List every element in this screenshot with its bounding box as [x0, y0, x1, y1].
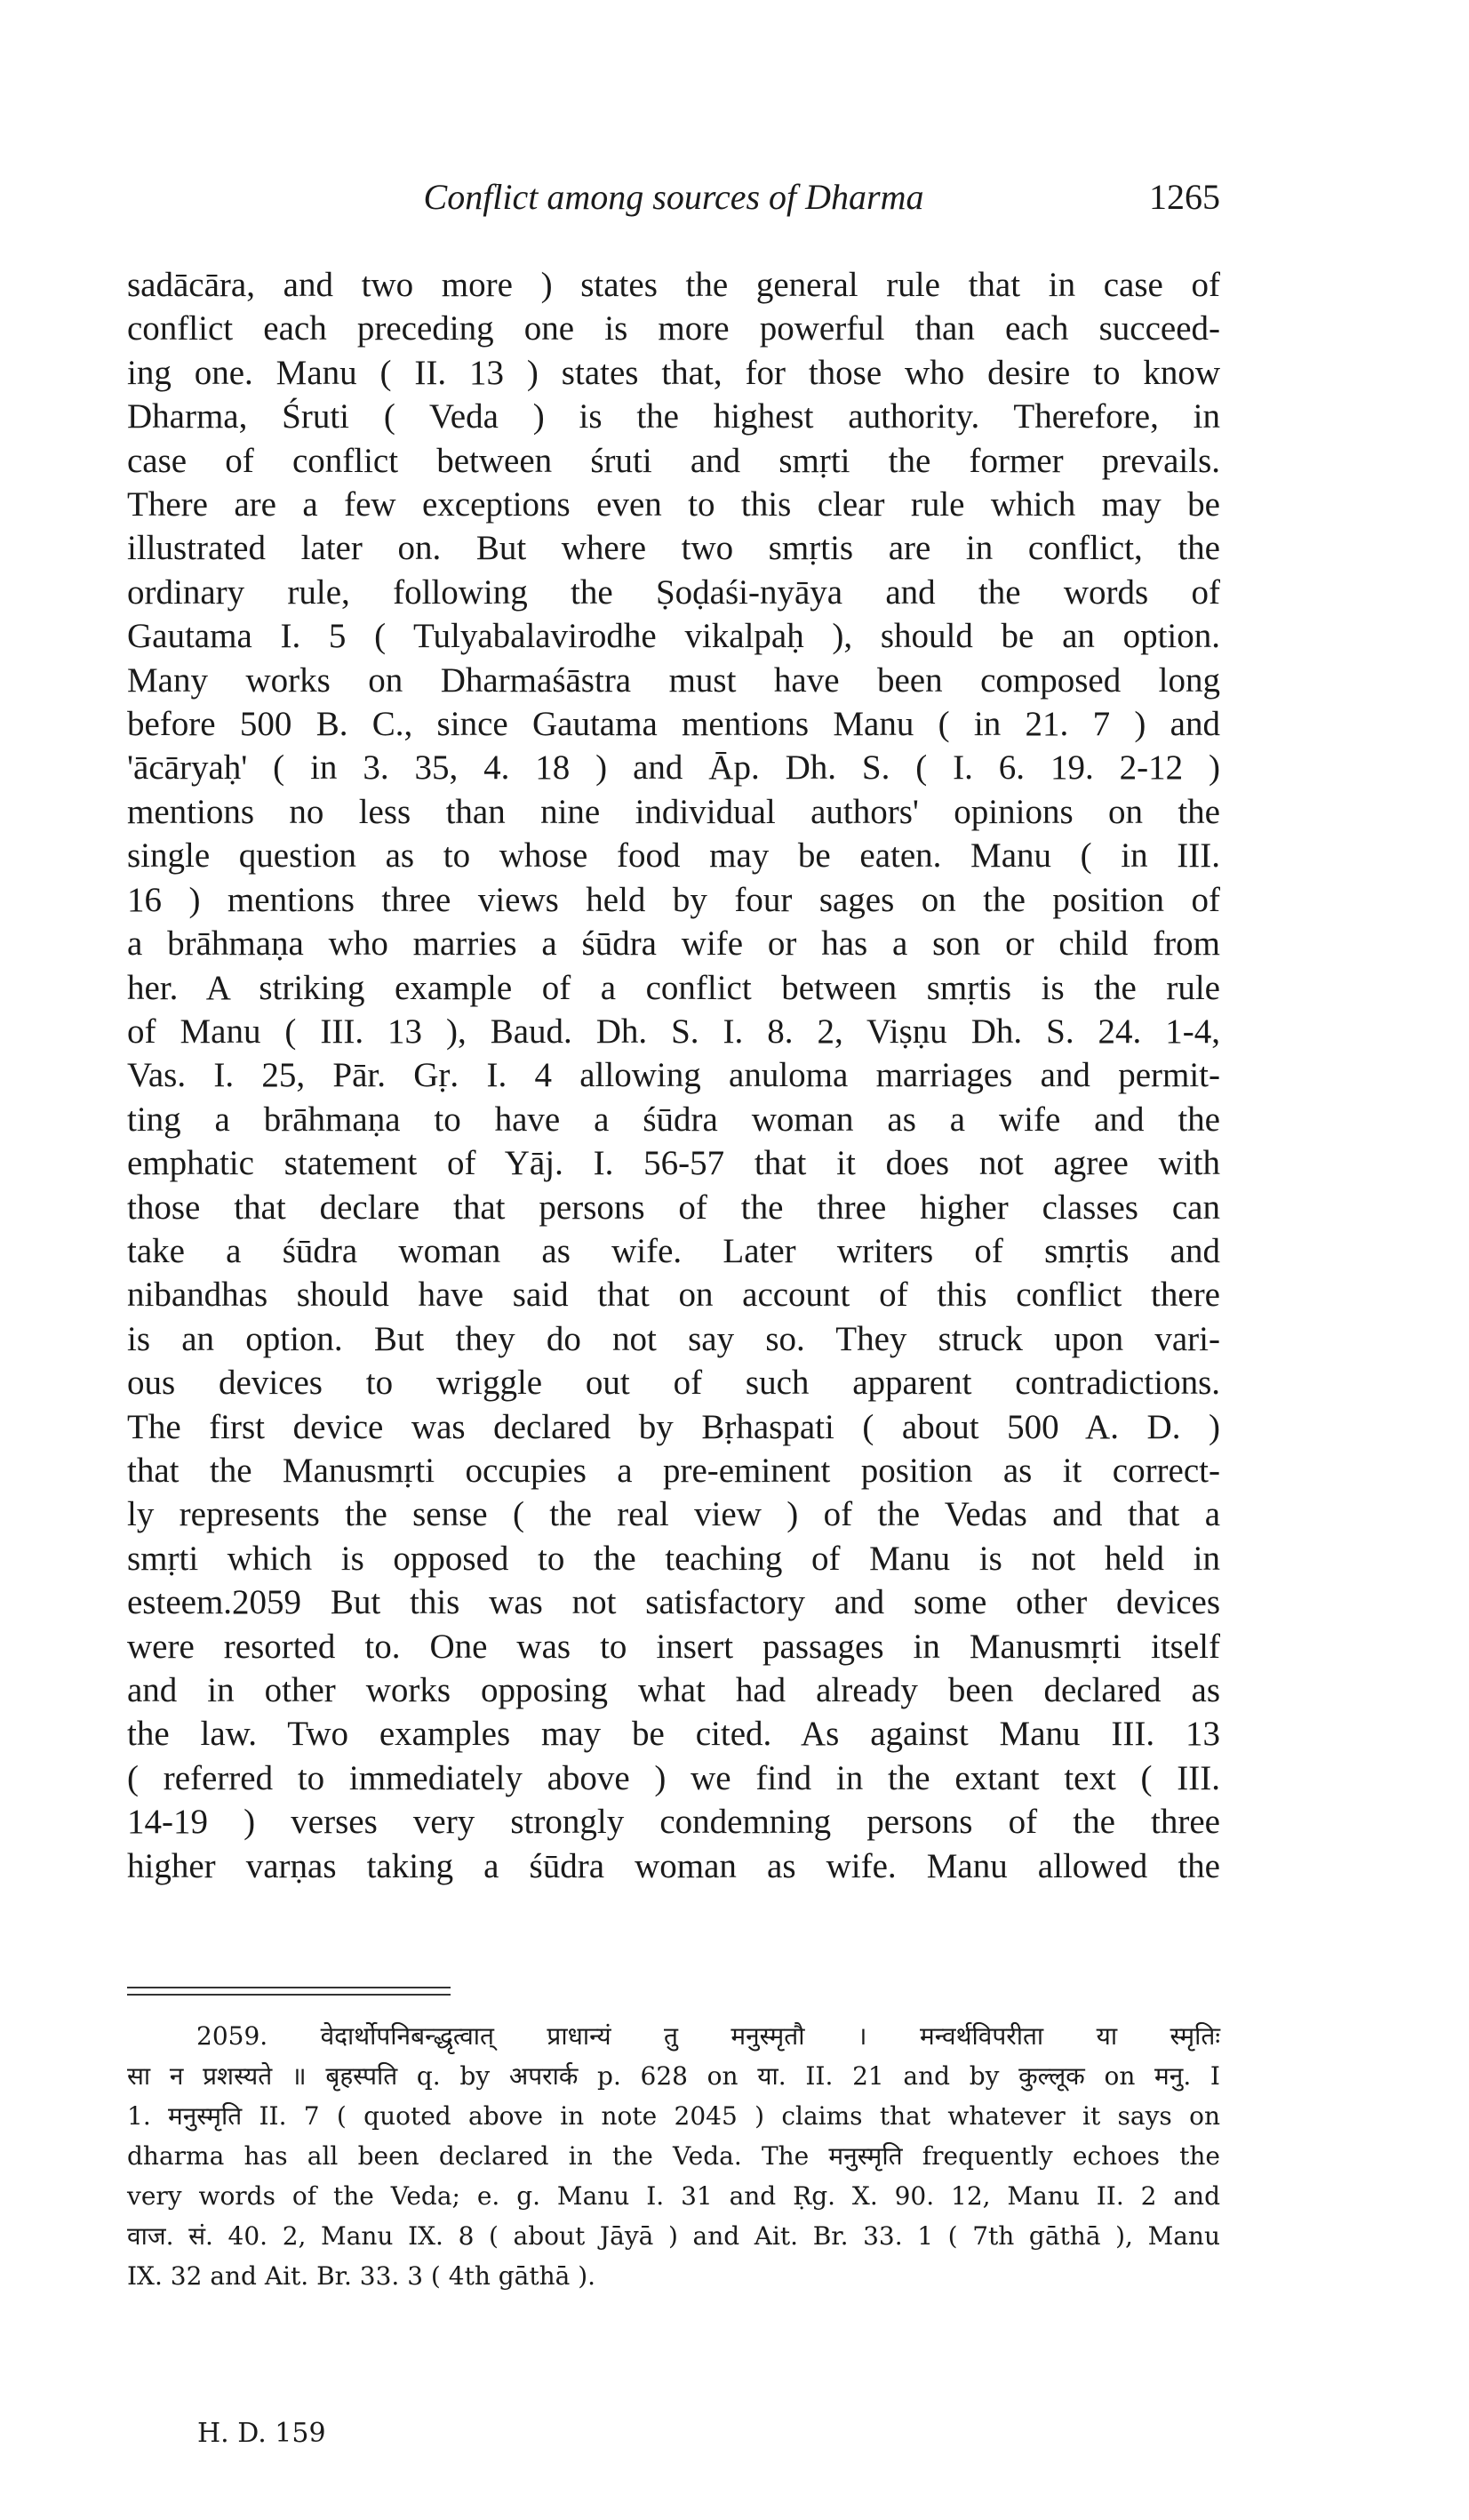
footnote-line: 2059. वेदार्थोपनिबन्द्धृत्वात् प्राधान्यं तु मनुस्मृतौ । मन्वर्थविपरीता या स्मृतिः: [196, 2021, 1220, 2051]
body-line: 14-19 ) verses very strongly condemning persons of the three: [127, 1803, 1220, 1842]
body-line: 'ācāryaḥ' ( in 3. 35, 4. 18 ) and Āp. Dh. S. ( I. 6. 19. 2-12 ): [127, 748, 1220, 788]
footnote-line: वाज. सं. 40. 2, Manu IX. 8 ( about Jāyā ) and Ait. Br. 33. 1 ( 7th gāthā ), Manu: [127, 2221, 1220, 2251]
footnote-line: 1. मनुस्मृति II. 7 ( quoted above in note 2045 ) claims that whatever it says on: [127, 2101, 1220, 2131]
body-line: single question as to whose food may be eaten. Manu ( in III.: [127, 836, 1220, 876]
signature-mark: H. D. 159: [197, 2418, 326, 2449]
body-line: There are a few exceptions even to this clear rule which may be: [127, 485, 1220, 524]
page-header: [127, 176, 1220, 226]
body-line: Gautama I. 5 ( Tulyabalavirodhe vikalpaḥ ), should be an option.: [127, 617, 1220, 656]
body-line: were resorted to. One was to insert passages in Manusmṛti itself: [127, 1627, 1220, 1666]
body-line: Dharma, Śruti ( Veda ) is the highest authority. Therefore, in: [127, 397, 1220, 436]
body-line: sadācāra, and two more ) states the general rule that in case of: [127, 266, 1220, 304]
body-line: nibandhas should have said that on account of this conflict there: [127, 1276, 1220, 1315]
body-line: ( referred to immediately above ) we find in the extant text ( III.: [127, 1758, 1220, 1797]
body-line: before 500 B. C., since Gautama mentions Manu ( in 21. 7 ) and: [127, 705, 1220, 744]
body-line: that the Manusmṛti occupies a pre-eminent position as it correct-: [127, 1451, 1220, 1490]
body-line: and in other works opposing what had already been declared as: [127, 1671, 1220, 1709]
body-line: The first device was declared by Bṛhaspati ( about 500 A. D. ): [127, 1407, 1220, 1446]
body-line: smṛti which is opposed to the teaching of Manu is not held in: [127, 1539, 1220, 1578]
body-line: conflict each preceding one is more powerful than each succeed-: [127, 309, 1220, 348]
body-line: is an option. But they do not say so. They struck upon vari-: [127, 1319, 1220, 1358]
footnote-line: IX. 32 and Ait. Br. 33. 3 ( 4th gāthā ).: [127, 2261, 596, 2291]
body-line: a brāhmaṇa who marries a śūdra wife or has a son or child from: [127, 924, 1220, 964]
body-line: ordinary rule, following the Ṣoḍaśi-nyāya and the words of: [127, 572, 1220, 612]
body-text: [127, 263, 1220, 1888]
page-number: 1265: [1149, 177, 1220, 217]
body-line: ly represents the sense ( the real view ) of the Vedas and that a: [127, 1495, 1220, 1534]
running-title: Conflict among sources of Dharma: [423, 177, 924, 217]
body-line: ous devices to wriggle out of such apparent contradictions.: [127, 1364, 1220, 1403]
body-line: Many works on Dharmaśāstra must have been composed long: [127, 660, 1220, 700]
body-line: Vas. I. 25, Pār. Gṛ. I. 4 allowing anuloma marriages and permit-: [127, 1056, 1220, 1095]
footnote-line: dharma has all been declared in the Veda. The मनुस्मृति frequently echoes the: [127, 2141, 1220, 2171]
footnote-line: very words of the Veda; e. g. Manu I. 31 and Ṛg. X. 90. 12, Manu II. 2 and: [127, 2181, 1220, 2211]
body-line: the law. Two examples may be cited. As against Manu III. 13: [127, 1715, 1220, 1754]
body-line: case of conflict between śruti and smṛti the former prevails.: [127, 441, 1220, 480]
footnote-line: सा न प्रशस्यते ॥ बृहस्पति q. by अपरार्क p. 628 on या. II. 21 and by कुल्लूक on मनु. I: [127, 2061, 1220, 2091]
body-line: 16 ) mentions three views held by four sages on the position of: [127, 880, 1220, 919]
body-line: ting a brāhmaṇa to have a śūdra woman as a wife and the: [127, 1100, 1220, 1139]
body-line: esteem.2059 But this was not satisfactory and some other devices: [127, 1583, 1220, 1622]
body-line: ing one. Manu ( II. 13 ) states that, for those who desire to know: [127, 353, 1220, 392]
body-line: mentions no less than nine individual authors' opinions on the: [127, 792, 1220, 831]
body-line: of Manu ( III. 13 ), Baud. Dh. S. I. 8. 2, Viṣṇu Dh. S. 24. 1-4,: [127, 1012, 1220, 1051]
footnote: [127, 2016, 1220, 2296]
body-line: illustrated later on. But where two smṛtis are in conflict, the: [127, 529, 1220, 568]
body-line: her. A striking example of a conflict between smṛtis is the rule: [127, 968, 1220, 1007]
body-line: take a śūdra woman as wife. Later writers of smṛtis and: [127, 1231, 1220, 1270]
body-line: those that declare that persons of the three higher classes can: [127, 1188, 1220, 1227]
body-line: higher varṇas taking a śūdra woman as wife. Manu allowed the: [127, 1846, 1220, 1885]
body-line: emphatic statement of Yāj. I. 56-57 that it does not agree with: [127, 1144, 1220, 1183]
footnote-divider: [127, 1987, 451, 1996]
